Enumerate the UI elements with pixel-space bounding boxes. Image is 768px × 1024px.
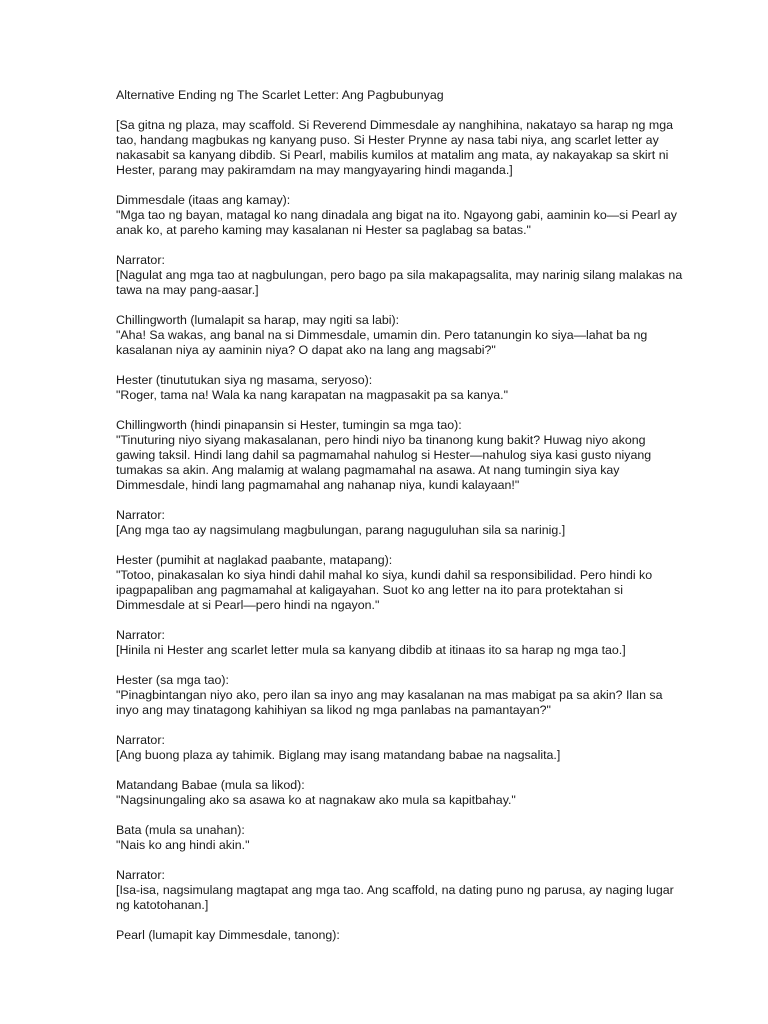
text-line: [Ang buong plaza ay tahimik. Biglang may isang matandang babae na nagsalita.] (116, 748, 561, 762)
text-line: "Aha! Sa wakas, ang banal na si Dimmesdale, umamin din. Pero tatanungin ko siya—lahat ba ng (116, 328, 648, 342)
paragraph (116, 778, 668, 808)
paragraph (116, 118, 673, 178)
text-line: [Ang mga tao ay nagsimulang magbulungan, parang naguguluhan sila sa narinig.] (116, 523, 566, 537)
paragraph (116, 553, 668, 613)
paragraph (116, 253, 683, 298)
text-line: Narrator: (116, 628, 165, 642)
text-line: [Sa gitna ng plaza, may scaffold. Si Reverend Dimmesdale ay nanghihina, nakatayo sa harap ng mga (116, 118, 673, 132)
text-line: Chillingworth (lumalapit sa harap, may ngiti sa labi): (116, 313, 400, 327)
paragraph (116, 928, 668, 943)
text-line: "Nagsinungaling ako sa asawa ko at nagnakaw ako mula sa kapitbahay." (116, 793, 516, 807)
text-line: "Pinagbintangan niyo ako, pero ilan sa inyo ang may kasalanan na mas mabigat pa sa akin? Ilan sa (116, 688, 663, 702)
text-line: "Mga tao ng bayan, matagal ko nang dinadala ang bigat na ito. Ngayong gabi, aaminin ko—si Pearl ay (116, 208, 677, 222)
text-line: "Totoo, pinakasalan ko siya hindi dahil mahal ko siya, kundi dahil sa responsibilidad. Pero hindi ko (116, 568, 653, 582)
text-line: Narrator: (116, 733, 165, 747)
text-line: Chillingworth (hindi pinapansin si Hester, tumingin sa mga tao): (116, 418, 462, 432)
paragraph (116, 673, 668, 718)
text-line: Dimmesdale (itaas ang kamay): (116, 193, 291, 207)
paragraph (116, 193, 677, 238)
text-line: Narrator: (116, 868, 165, 882)
text-line: ng katotohanan.] (116, 898, 209, 912)
text-line: Hester (tinututukan siya ng masama, seryoso): (116, 373, 373, 387)
document-title: Alternative Ending ng The Scarlet Letter: Ang Pagbubunyag (116, 88, 444, 102)
text-line: gawing taksil. Hindi lang dahil sa pagmamahal nahulog si Hester—nahulog siya kasi gusto niyang (116, 448, 652, 462)
text-line: "Nais ko ang hindi akin." (116, 838, 250, 852)
text-line: [Hinila ni Hester ang scarlet letter mula sa kanyang dibdib at itinaas ito sa harap ng mga tao.] (116, 643, 626, 657)
text-line: [Isa-isa, nagsimulang magtapat ang mga tao. Ang scaffold, na dating puno ng parusa, ay naging lugar (116, 883, 674, 897)
paragraph (116, 733, 668, 763)
paragraph (116, 313, 668, 358)
text-line: Dimmesdale, hindi lang pagmamahal ang nahanap niya, kundi kalayaan!" (116, 478, 520, 492)
text-line: Narrator: (116, 253, 165, 267)
paragraph (116, 823, 668, 853)
text-line: Hester (pumihit at naglakad paabante, matapang): (116, 553, 393, 567)
text-line: Hester, parang may pakiramdam na may mangyayaring hindi maganda.] (116, 163, 513, 177)
paragraph (116, 868, 674, 913)
document-body (116, 118, 683, 943)
text-line: ipagpapaliban ang pagmamahal at kaligayahan. Suot ko ang letter na ito para protektahan si (116, 583, 623, 597)
text-line: Bata (mula sa unahan): (116, 823, 245, 837)
text-line: Pearl (lumapit kay Dimmesdale, tanong): (116, 928, 340, 942)
text-line: Narrator: (116, 508, 165, 522)
text-line: inyo ang may tinatagong kahihiyan sa likod ng mga panlabas na pamantayan?" (116, 703, 551, 717)
paragraph (116, 508, 668, 538)
text-line: kasalanan niya ay aaminin niya? O dapat ako na lang ang magsabi?" (116, 343, 496, 357)
text-line: "Tinuturing niyo siyang makasalanan, pero hindi niyo ba tinanong kung bakit? Huwag niyo akong (116, 433, 646, 447)
text-line: anak ko, at pareho kaming may kasalanan ni Hester sa paglabag sa batas." (116, 223, 531, 237)
text-line: Hester (sa mga tao): (116, 673, 229, 687)
text-line: Matandang Babae (mula sa likod): (116, 778, 305, 792)
text-line: tao, handang magbukas ng kanyang puso. Si Hester Prynne ay nasa tabi niya, ang scarlet letter ay (116, 133, 659, 147)
text-line: Dimmesdale at si Pearl—pero hindi na ngayon." (116, 598, 380, 612)
text-line: tumakas sa akin. Ang malamig at walang pagmamahal na asawa. At nang tumingin siya kay (116, 463, 620, 477)
paragraph (116, 418, 668, 493)
paragraph (116, 373, 668, 403)
text-line: [Nagulat ang mga tao at nagbulungan, pero bago pa sila makapagsalita, may narinig silang malakas na (116, 268, 683, 282)
text-line: nakasabit sa kanyang dibdib. Si Pearl, mabilis kumilos at matalim ang mata, ay nakayakap sa skirt ni (116, 148, 669, 162)
text-line: tawa na may pang-aasar.] (116, 283, 259, 297)
paragraph (116, 628, 668, 658)
text-line: "Roger, tama na! Wala ka nang karapatan na magpasakit pa sa kanya." (116, 388, 508, 402)
